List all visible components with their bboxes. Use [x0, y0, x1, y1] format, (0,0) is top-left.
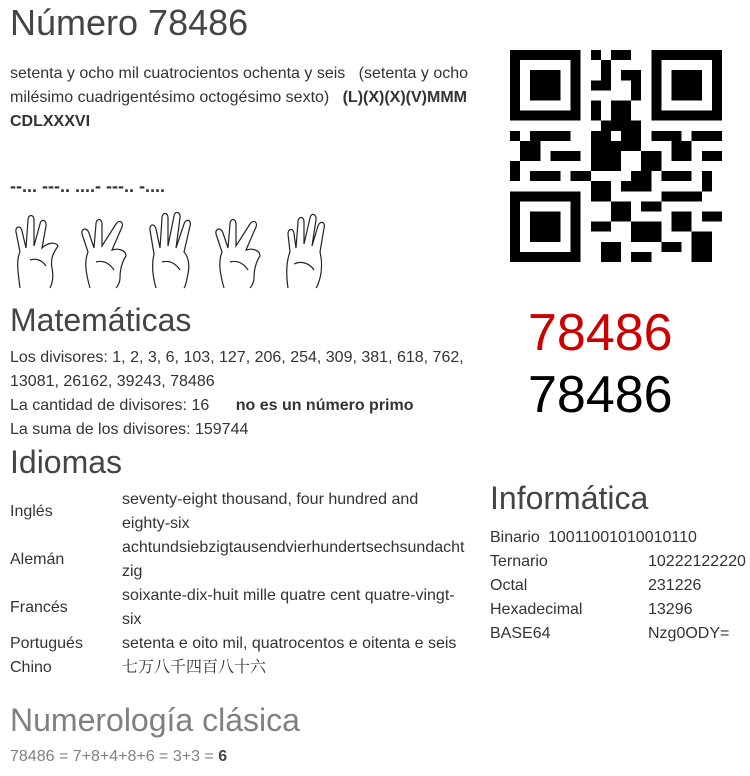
hand-four-icon: [150, 212, 191, 288]
big-number-red: 78486: [528, 304, 673, 362]
language-text: 七万八千四百八十六: [122, 659, 267, 676]
divisor-sum: 159744: [194, 421, 249, 438]
number-in-words: [10, 62, 480, 134]
divisors-line: Los divisores: 1, 2, 3, 6, 103, 127, 206, 254, 309, 381, 618, 762, 13081, 26162, 39243, 78486: [10, 349, 464, 390]
hand-signs: [10, 212, 340, 292]
informatics-section-title: Informática: [490, 480, 649, 516]
math-section-title: Matemáticas: [10, 302, 192, 338]
divisor-count: 16: [191, 397, 210, 414]
ordinal-words: (setenta y ocho milésimo cuadrigentésimo octogésimo sexto): [10, 65, 469, 106]
info-value: 13296: [648, 601, 693, 618]
info-label: Octal: [490, 577, 528, 594]
big-number-black: 78486: [528, 366, 673, 424]
language-row: [10, 536, 480, 584]
info-row-base64: [490, 622, 729, 646]
language-text: seventy-eight thousand, four hundred and eighty-six: [122, 491, 419, 532]
languages-section-title: Idiomas: [10, 444, 123, 480]
language-text: achtundsiebzigtausendvierhundertsechsundachtzig: [122, 539, 465, 580]
info-label: Binario: [490, 529, 540, 546]
divisor-count-line: La cantidad de divisores: 16 no es un número primo: [10, 397, 414, 414]
qr-code-icon: [510, 50, 722, 262]
info-row-hex: [490, 598, 693, 622]
info-row-binary: [490, 526, 697, 550]
language-row: [10, 632, 480, 656]
divisor-sum-line: La suma de los divisores: 159744: [10, 421, 249, 438]
language-row: [10, 584, 480, 632]
info-label: Ternario: [490, 553, 548, 570]
info-label: Hexadecimal: [490, 601, 583, 618]
language-row: [10, 488, 480, 536]
language-name: Alemán: [10, 551, 65, 568]
info-value: 231226: [648, 577, 702, 594]
info-value: 10011001010010110: [548, 529, 697, 546]
language-text: soixante-dix-huit mille quatre cent quatre-vingt-six: [122, 587, 455, 628]
spanish-words: setenta y ocho mil cuatrocientos ochenta y seis: [10, 65, 346, 82]
language-name: Inglés: [10, 503, 53, 520]
language-name: Francés: [10, 599, 68, 616]
language-name: Chino: [10, 659, 52, 676]
morse-code: --... ---.. ....- ---.. -....: [10, 176, 165, 196]
hand-six-icon: [287, 214, 325, 288]
numerology-section-title: Numerología clásica: [10, 702, 300, 738]
roman-numeral: (L)(X)(X)(V)MMM CDLXXXVI: [10, 89, 467, 130]
hand-eight-icon: [82, 220, 126, 289]
prime-status: no es un número primo: [235, 397, 414, 414]
info-value: 10222122220: [648, 553, 746, 570]
divisors-list: 1, 2, 3, 6, 103, 127, 206, 254, 309, 381, 618, 762, 13081, 26162, 39243, 78486: [10, 349, 464, 390]
info-value: Nzg0ODY=: [648, 625, 730, 642]
numerology-result: 6: [218, 748, 228, 765]
info-row-ternary: [490, 550, 746, 574]
math-section: [10, 346, 480, 442]
hand-eight-icon: [216, 220, 260, 289]
hand-seven-icon: [16, 216, 58, 289]
language-name: Portugués: [10, 635, 83, 652]
info-label: BASE64: [490, 625, 551, 642]
info-row-octal: [490, 574, 701, 598]
numerology-formula: 78486 = 7+8+4+8+6 = 3+3 = 6: [10, 748, 228, 765]
page-title: Número 78486: [10, 2, 249, 43]
language-row: [10, 656, 480, 680]
language-text: setenta e oito mil, quatrocentos e oitenta e seis: [122, 635, 457, 652]
